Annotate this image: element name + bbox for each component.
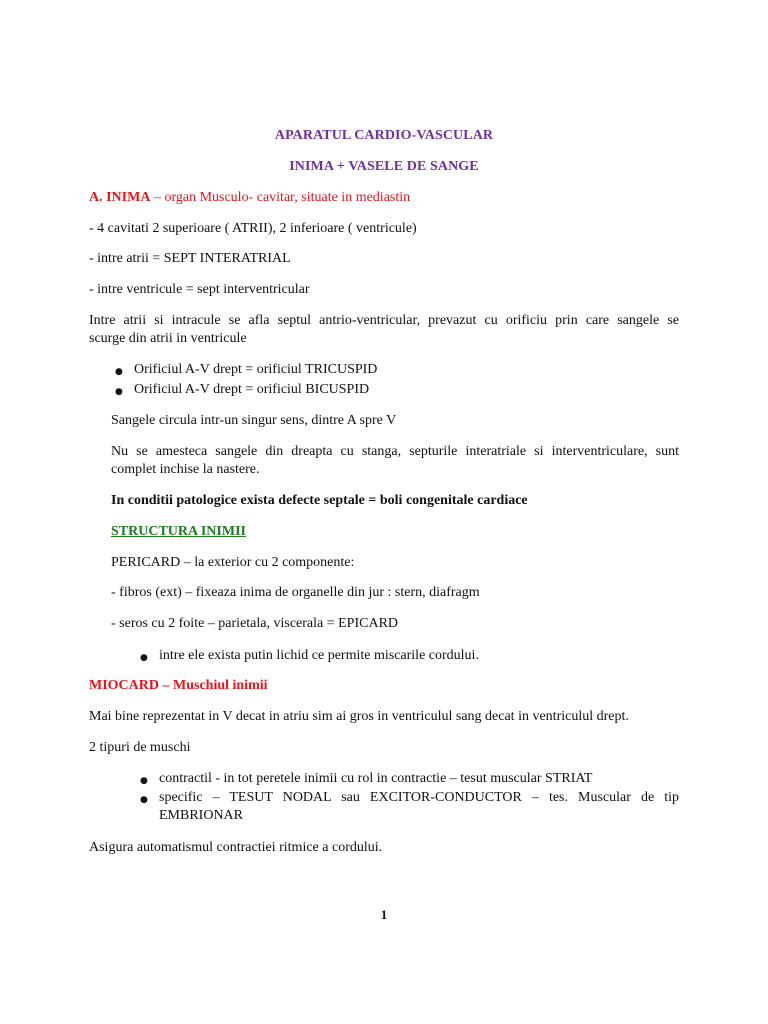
closing-line: Asigura automatismul contractiei ritmice a cordului. [89,840,383,855]
page-number: 1 [380,907,388,922]
tipuri-muschi: 2 tipuri de muschi [89,740,191,755]
bullet-icon: ● [140,776,148,786]
para-circulatie: Sangele circula intr-un singur sens, dintre A spre V [111,413,397,428]
line-sept-interventricular: - intre ventricule = sept interventricular [89,282,310,297]
bullet-specific: specific – TESUT NODAL sau EXCITOR-CONDUCTOR – tes. Muscular de tip [159,790,679,805]
bullet-icon: ● [115,367,123,377]
section-a-heading [89,189,410,207]
miocard-heading: MIOCARD – Muschiul inimii [89,678,268,693]
bullet-bicuspid: Orificiul A-V drept = orificiul BICUSPID [134,382,370,397]
bullet-contractil: contractil - in tot peretele inimii cu rol in contractie – tesut muscular STRIAT [159,771,593,786]
para-sept-line2: scurge din atrii in ventricule [89,331,247,346]
para-patologic: In conditii patologice exista defecte septale = boli congenitale cardiace [111,493,528,508]
structura-heading: STRUCTURA INIMII [111,524,246,539]
para-amestec-line2: complet inchise la nastere. [111,462,260,477]
pericard-seros: - seros cu 2 foite – parietala, viscerala = EPICARD [111,616,399,631]
line-sept-interatrial: - intre atrii = SEPT INTERATRIAL [89,251,291,266]
bullet-icon: ● [140,795,148,805]
pericard-intro: PERICARD – la exterior cu 2 componente: [111,555,355,570]
bullet-icon: ● [115,387,123,397]
para-amestec-line1: Nu se amesteca sangele din dreapta cu stanga, septurile interatriale si interventriculare, sunt [111,444,679,459]
section-a-description: – organ Musculo- cavitar, situate in mediastin [150,190,411,205]
bullet-specific-cont: EMBRIONAR [159,808,244,823]
pericard-fibros: - fibros (ext) – fixeaza inima de organelle din jur : stern, diafragm [111,585,480,600]
line-cavitati: - 4 cavitati 2 superioare ( ATRII), 2 inferioare ( ventricule) [89,221,417,236]
document-title: APARATUL CARDIO-VASCULAR [274,128,494,143]
document-subtitle: INIMA + VASELE DE SANGE [289,159,479,174]
miocard-para: Mai bine reprezentat in V decat in atriu sim ai gros in ventriculul sang decat in ventriculul drept. [89,709,629,724]
para-sept-line1: Intre atrii si intracule se afla septul antrio-ventricular, prevazut cu orificiu prin care sangele se [89,313,679,328]
bullet-tricuspid: Orificiul A-V drept = orificiul TRICUSPID [134,362,378,377]
bullet-lichid: intre ele exista putin lichid ce permite miscarile cordului. [159,648,479,663]
section-a-label: A. INIMA [89,190,151,205]
bullet-icon: ● [140,653,148,663]
